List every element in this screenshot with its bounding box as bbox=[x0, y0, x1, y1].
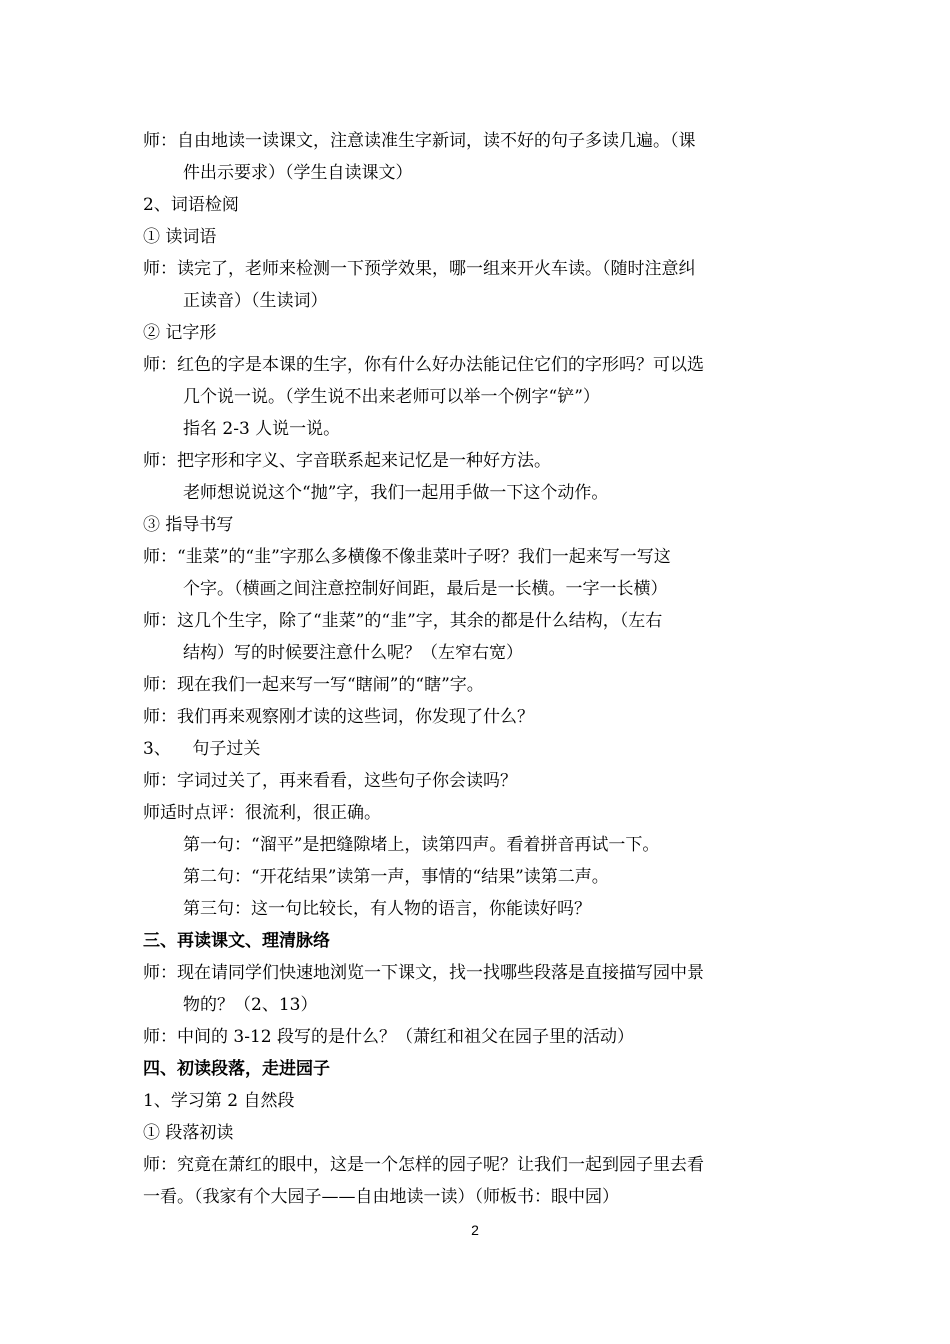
text-line: 几个说一说。（学生说不出来老师可以举一个例字“铲”） bbox=[183, 387, 600, 407]
text-line: 第三句：这一句比较长，有人物的语言，你能读好吗？ bbox=[183, 899, 591, 919]
text-line: 2、词语检阅 bbox=[143, 195, 239, 215]
text-line: 物的？（2、13） bbox=[183, 995, 318, 1015]
text-line: 件出示要求）（学生自读课文） bbox=[183, 163, 413, 183]
text-line: 第一句：“溜平”是把缝隙堵上，读第四声。看着拼音再试一下。 bbox=[183, 835, 660, 855]
text-line: 个字。（横画之间注意控制好间距，最后是一长横。一字一长横） bbox=[183, 579, 668, 599]
text-line: 师：字词过关了，再来看看，这些句子你会读吗？ bbox=[143, 771, 517, 791]
text-line: 师：把字形和字义、字音联系起来记忆是一种好方法。 bbox=[143, 451, 551, 471]
text-line: ① 段落初读 bbox=[143, 1123, 234, 1143]
text-line: 师：我们再来观察刚才读的这些词，你发现了什么？ bbox=[143, 707, 534, 727]
text-line: 师：读完了，老师来检测一下预学效果，哪一组来开火车读。（随时注意纠 bbox=[143, 259, 696, 279]
text-line: 师：自由地读一读课文，注意读准生字新词，读不好的句子多读几遍。（课 bbox=[143, 131, 696, 151]
text-line: ① 读词语 bbox=[143, 227, 217, 247]
text-line: 正读音）（生读词） bbox=[183, 291, 328, 311]
section-heading: 三、再读课文、理清脉络 bbox=[143, 931, 330, 951]
text-line: 师：红色的字是本课的生字，你有什么好办法能记住它们的字形吗？可以选 bbox=[143, 355, 704, 375]
text-line: 师：“韭菜”的“韭”字那么多横像不像韭菜叶子呀？我们一起来写一写这 bbox=[143, 547, 671, 567]
text-line: 结构）写的时候要注意什么呢？（左窄右宽） bbox=[183, 643, 523, 663]
text-line: ③ 指导书写 bbox=[143, 515, 234, 535]
text-line: 师：这几个生字，除了“韭菜”的“韭”字，其余的都是什么结构，（左右 bbox=[143, 611, 663, 631]
page-number: 2 bbox=[471, 1222, 479, 1238]
text-line: 师：究竟在萧红的眼中，这是一个怎样的园子呢？让我们一起到园子里去看 bbox=[143, 1155, 704, 1175]
text-line: 第二句：“开花结果”读第一声，事情的“结果”读第二声。 bbox=[183, 867, 609, 887]
text-line: 师：现在请同学们快速地浏览一下课文，找一找哪些段落是直接描写园中景 bbox=[143, 963, 704, 983]
section-heading: 四、初读段落，走进园子 bbox=[143, 1059, 330, 1079]
text-line: 指名 2-3 人说一说。 bbox=[183, 419, 341, 439]
text-line: 3、 句子过关 bbox=[143, 739, 261, 759]
text-line: 1、学习第 2 自然段 bbox=[143, 1091, 295, 1111]
text-line: 师适时点评：很流利，很正确。 bbox=[143, 803, 381, 823]
text-line: ② 记字形 bbox=[143, 323, 217, 343]
text-line: 师：中间的 3-12 段写的是什么？（萧红和祖父在园子里的活动） bbox=[143, 1027, 634, 1047]
text-line: 一看。（我家有个大园子——自由地读一读）（师板书：眼中园） bbox=[143, 1187, 619, 1207]
text-line: 老师想说说这个“抛”字，我们一起用手做一下这个动作。 bbox=[183, 483, 609, 503]
text-line: 师：现在我们一起来写一写“瞎闹”的“瞎”字。 bbox=[143, 675, 484, 695]
